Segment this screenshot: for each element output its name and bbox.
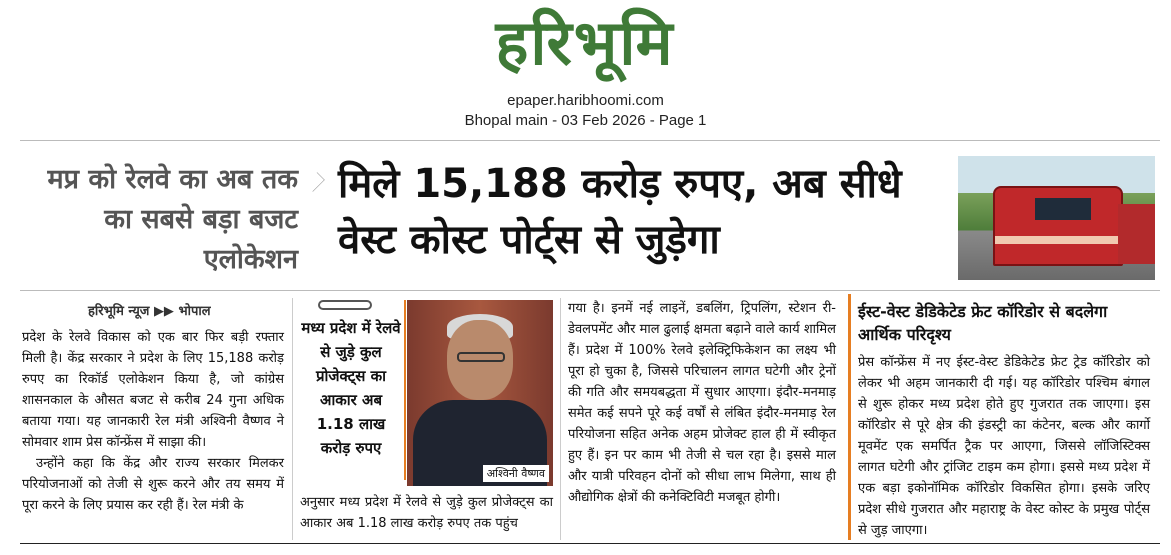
column-divider [292, 298, 293, 540]
column-divider [560, 298, 561, 540]
bottom-divider [20, 543, 1160, 544]
edition-info: Bhopal main - 03 Feb 2026 - Page 1 [464, 112, 707, 129]
minister-photo [407, 300, 553, 486]
epaper-url[interactable]: epaper.haribhoomi.com [507, 92, 664, 109]
column-2-text: अनुसार मध्य प्रदेश में रेलवे से जुड़े कुल प्रोजेक्ट्स का आकार अब 1.18 लाख करोड़ रुपए तक पहुंच [300, 495, 553, 531]
pull-quote-box [300, 300, 402, 485]
pill-icon [318, 300, 372, 310]
column-1 [22, 327, 284, 516]
pull-quote-accent-bar [404, 300, 406, 480]
newspaper-logo[interactable]: हरिभूमि [495, 6, 675, 79]
chevron-right-icon [305, 172, 325, 192]
pull-quote: मध्य प्रदेश में रेलवे से जुड़े कुल प्रोजेक्ट्स का आकार अब 1.18 लाख करोड़ रुपए [301, 319, 401, 457]
story-headline: मिले 15,188 करोड़ रुपए, अब सीधे वेस्ट कोस्ट पोर्ट्स से जुड़ेगा [338, 161, 902, 263]
photo-caption: अश्विनी वैष्णव [483, 465, 549, 482]
section-divider [20, 290, 1160, 291]
sidebar-headline: ईस्ट-वेस्ट डेडिकेटेड फ्रेट कॉरिडोर से बदलेगा आर्थिक परिदृश्य [858, 302, 1108, 344]
locomotive-image [993, 186, 1123, 266]
story-byline: हरिभूमि न्यूज ▶▶ भोपाल [88, 304, 211, 319]
paragraph-2: उन्होंने कहा कि केंद्र और राज्य सरकार मिलकर परियोजनाओं को तेजी से शुरू करने और तय समय में पूरा करने के लिए प्रयास कर रही हैं। रेल मंत्री के [22, 456, 284, 513]
masthead [0, 0, 1171, 140]
sidebar-accent-bar [848, 294, 851, 540]
sidebar-body: प्रेस कॉन्फ्रेंस में नए ईस्ट-वेस्ट डेडिकेटेड फ्रेट ट्रेड कॉरिडोर को लेकर भी अहम जानकारी दी गई। यह कॉरिडोर पश्चिम बंगाल से शुरू होकर मध्य प्रदेश होते हुए गुजरात तक जाएगा। इस कॉरिडोर से पूरे क्षेत्र की इंडस्ट्री का कंटेनर, बल्क और कार्गो मूवमेंट एक समर्पित ट्रैक पर आएगा, जिससे लॉजिस्टिक्स लागत घटेगी और ट्रांजिट टाइम कम होगा। इससे मध्य प्रदेश में एक बड़ा इकोनॉमिक कॉरिडोर विकसित होगा। इसके जरिए प्रदेश सीधे गुजरात और महाराष्ट्र के वेस्ट कोस्ट के प्रमुख पोर्ट्स से जुड़ जाएगा। [858, 355, 1150, 538]
paragraph-1: प्रदेश के रेलवे विकास को एक बार फिर बड़ी रफ्तार मिली है। केंद्र सरकार ने प्रदेश के लिए 15,188 करोड़ रुपए का रिकॉर्ड एलोकेशन किया है, जो कांग्रेस शासनकाल के औसत बजट से करीब 24 गुना अधिक बताया गया। यह जानकारी रेल मंत्री अश्विनी वैष्णव ने सोमवार शाम प्रेस कॉन्फ्रेंस में साझा की। [22, 330, 284, 450]
story-kicker: मप्र को रेलवे का अब तक का सबसे बड़ा बजट एलोकेशन [47, 164, 298, 275]
column-3-text: गया है। इनमें नई लाइनें, डबलिंग, ट्रिपलिंग, स्टेशन री-डेवलपमेंट और माल ढुलाई क्षमता बढ़ाने वाले कार्य शामिल हैं। प्रदेश में 100% रेलवे इलेक्ट्रिफिकेशन का लक्ष्य भी पूरा हो चुका है, जिससे परिचालन लागत घटेगी और ट्रेनों की गति और समयबद्धता में सुधार आएगा। इंदौर-मनमाड़ समेत कई सपने पूरे कई वर्षों से लंबित इंदौर-मनमाड़ रेल परियोजना सहित अनेक अहम प्रोजेक्ट हाल ही में स्वीकृत हुए हैं। इन पर काम भी तेजी से चल रहा है। इससे माल और यात्री परिवहन दोनों को सीधा लाभ मिलेगा, साथ ही औद्योगिक क्षेत्रों की कनेक्टिविटी मजबूत होगी। [568, 301, 836, 505]
top-divider [20, 140, 1160, 141]
train-photo [958, 156, 1155, 280]
